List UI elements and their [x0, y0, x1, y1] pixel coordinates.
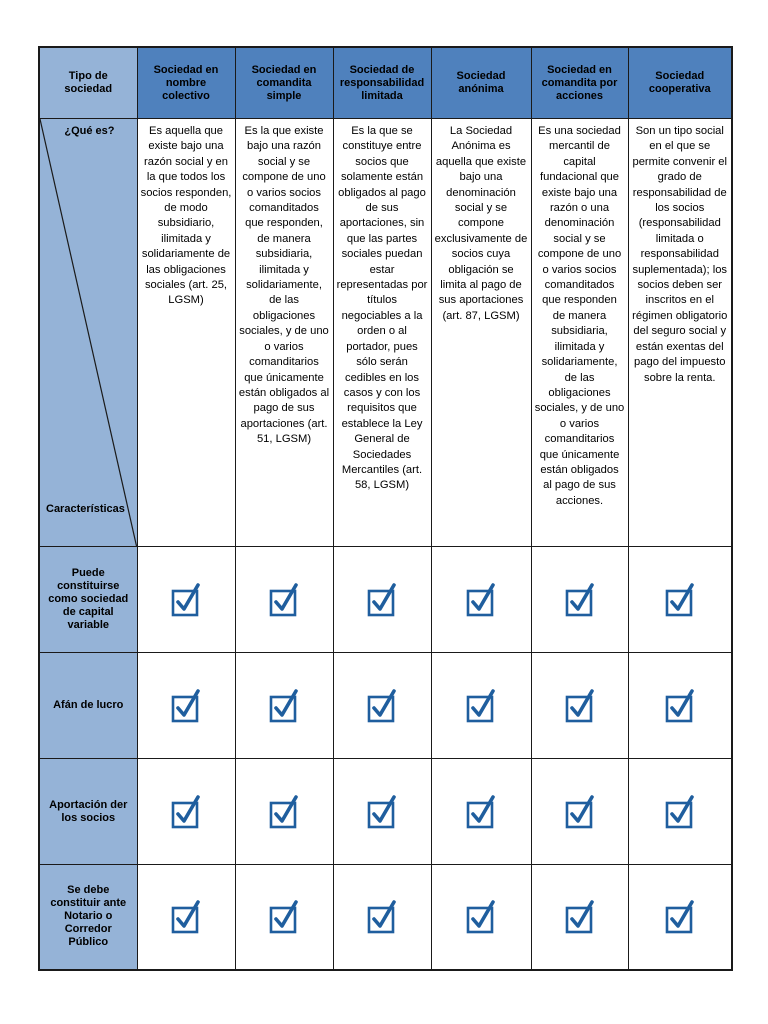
- checkbox-cell: [628, 759, 732, 865]
- checked-box-icon: [367, 795, 397, 829]
- comparison-table: [38, 46, 733, 971]
- checked-box-icon: [171, 900, 201, 934]
- column-header: Sociedad cooperativa: [628, 47, 732, 119]
- description-cell: Es la que existe bajo una razón social y se compone de uno o varios socios comanditados que responden, de manera subsidiaria, ilimitada y solidariamente, de las obligaciones sociales, y de uno o varios comanditarios que únicamente están obligados al pago de sus aportaciones (art. 51, LGSM): [235, 119, 333, 547]
- checkbox-cell: [235, 653, 333, 759]
- question-label: ¿Qué es?: [64, 125, 115, 137]
- checked-box-icon: [665, 689, 695, 723]
- checkbox-cell: [628, 865, 732, 970]
- checked-box-icon: [269, 689, 299, 723]
- checkbox-cell: [333, 865, 431, 970]
- diagonal-header-cell: [39, 119, 137, 547]
- row-label: Aportación der los socios: [39, 759, 137, 865]
- column-header: Sociedad en comandita por acciones: [531, 47, 628, 119]
- checkbox-cell: [137, 653, 235, 759]
- checkbox-cell: [137, 865, 235, 970]
- checked-box-icon: [269, 795, 299, 829]
- checkbox-cell: [531, 759, 628, 865]
- checkbox-cell: [137, 547, 235, 653]
- column-header: Sociedad de responsabilidad limitada: [333, 47, 431, 119]
- feature-row: [39, 759, 732, 865]
- checked-box-icon: [466, 795, 496, 829]
- checked-box-icon: [565, 900, 595, 934]
- checkbox-cell: [235, 865, 333, 970]
- definition-row: [39, 119, 732, 547]
- feature-row: [39, 865, 732, 970]
- checked-box-icon: [171, 795, 201, 829]
- checked-box-icon: [367, 583, 397, 617]
- header-corner: Tipo de sociedad: [39, 47, 137, 119]
- checkbox-cell: [431, 653, 531, 759]
- row-label: Puede constituirse como sociedad de capital variable: [39, 547, 137, 653]
- row-label: Se debe constituir ante Notario o Corredor Público: [39, 865, 137, 970]
- checked-box-icon: [466, 689, 496, 723]
- checkbox-cell: [531, 865, 628, 970]
- description-cell: Es una sociedad mercantil de capital fundacional que existe bajo una razón o una denominación social y se compone de uno o varios socios comanditados que responden de manera subsidiaria, ilimitada y solidariamente, de las obligaciones sociales, y de uno o varios comanditarios que únicamente están obligados al pago de sus acciones.: [531, 119, 628, 547]
- description-cell: Es aquella que existe bajo una razón social y en la que todos los socios responden, de modo subsidiario, ilimitada y solidariamente de las obligaciones sociales (art. 25, LGSM): [137, 119, 235, 547]
- checkbox-cell: [628, 653, 732, 759]
- checkbox-cell: [531, 547, 628, 653]
- checkbox-cell: [431, 759, 531, 865]
- checked-box-icon: [466, 583, 496, 617]
- checkbox-cell: [235, 547, 333, 653]
- checked-box-icon: [466, 900, 496, 934]
- checked-box-icon: [171, 583, 201, 617]
- column-header: Sociedad en comandita simple: [235, 47, 333, 119]
- checked-box-icon: [665, 795, 695, 829]
- checkbox-cell: [137, 759, 235, 865]
- checked-box-icon: [269, 583, 299, 617]
- checkbox-cell: [431, 547, 531, 653]
- checkbox-cell: [333, 759, 431, 865]
- column-header: Sociedad anónima: [431, 47, 531, 119]
- checked-box-icon: [565, 689, 595, 723]
- description-cell: Es la que se constituye entre socios que solamente están obligados al pago de sus aportaciones, sin que las partes sociales puedan estar representadas por títulos negociables a la orden o al portador, pues sólo serán cedibles en los casos y con los requisitos que establece la Ley General de Sociedades Mercantiles (art. 58, LGSM): [333, 119, 431, 547]
- checked-box-icon: [565, 795, 595, 829]
- checked-box-icon: [367, 900, 397, 934]
- feature-row: [39, 547, 732, 653]
- row-label: Afán de lucro: [39, 653, 137, 759]
- checked-box-icon: [171, 689, 201, 723]
- characteristics-label: Características: [46, 503, 125, 515]
- checked-box-icon: [367, 689, 397, 723]
- feature-row: [39, 653, 732, 759]
- column-header: Sociedad en nombre colectivo: [137, 47, 235, 119]
- checkbox-cell: [431, 865, 531, 970]
- checked-box-icon: [665, 900, 695, 934]
- description-cell: Son un tipo social en el que se permite convenir el grado de responsabilidad de los socios (responsabilidad limitada o responsabilidad suplementada); los socios deben ser inscritos en el régimen obligatorio del seguro social y están exentas del pago del impuesto sobre la renta.: [628, 119, 732, 547]
- diagonal-divider: [40, 119, 137, 546]
- checked-box-icon: [665, 583, 695, 617]
- checkbox-cell: [235, 759, 333, 865]
- checkbox-cell: [628, 547, 732, 653]
- header-row: [39, 47, 732, 119]
- checkbox-cell: [333, 547, 431, 653]
- checkbox-cell: [531, 653, 628, 759]
- checked-box-icon: [269, 900, 299, 934]
- checked-box-icon: [565, 583, 595, 617]
- checkbox-cell: [333, 653, 431, 759]
- description-cell: La Sociedad Anónima es aquella que existe bajo una denominación social y se compone exclusivamente de socios cuya obligación se limita al pago de sus aportaciones (art. 87, LGSM): [431, 119, 531, 547]
